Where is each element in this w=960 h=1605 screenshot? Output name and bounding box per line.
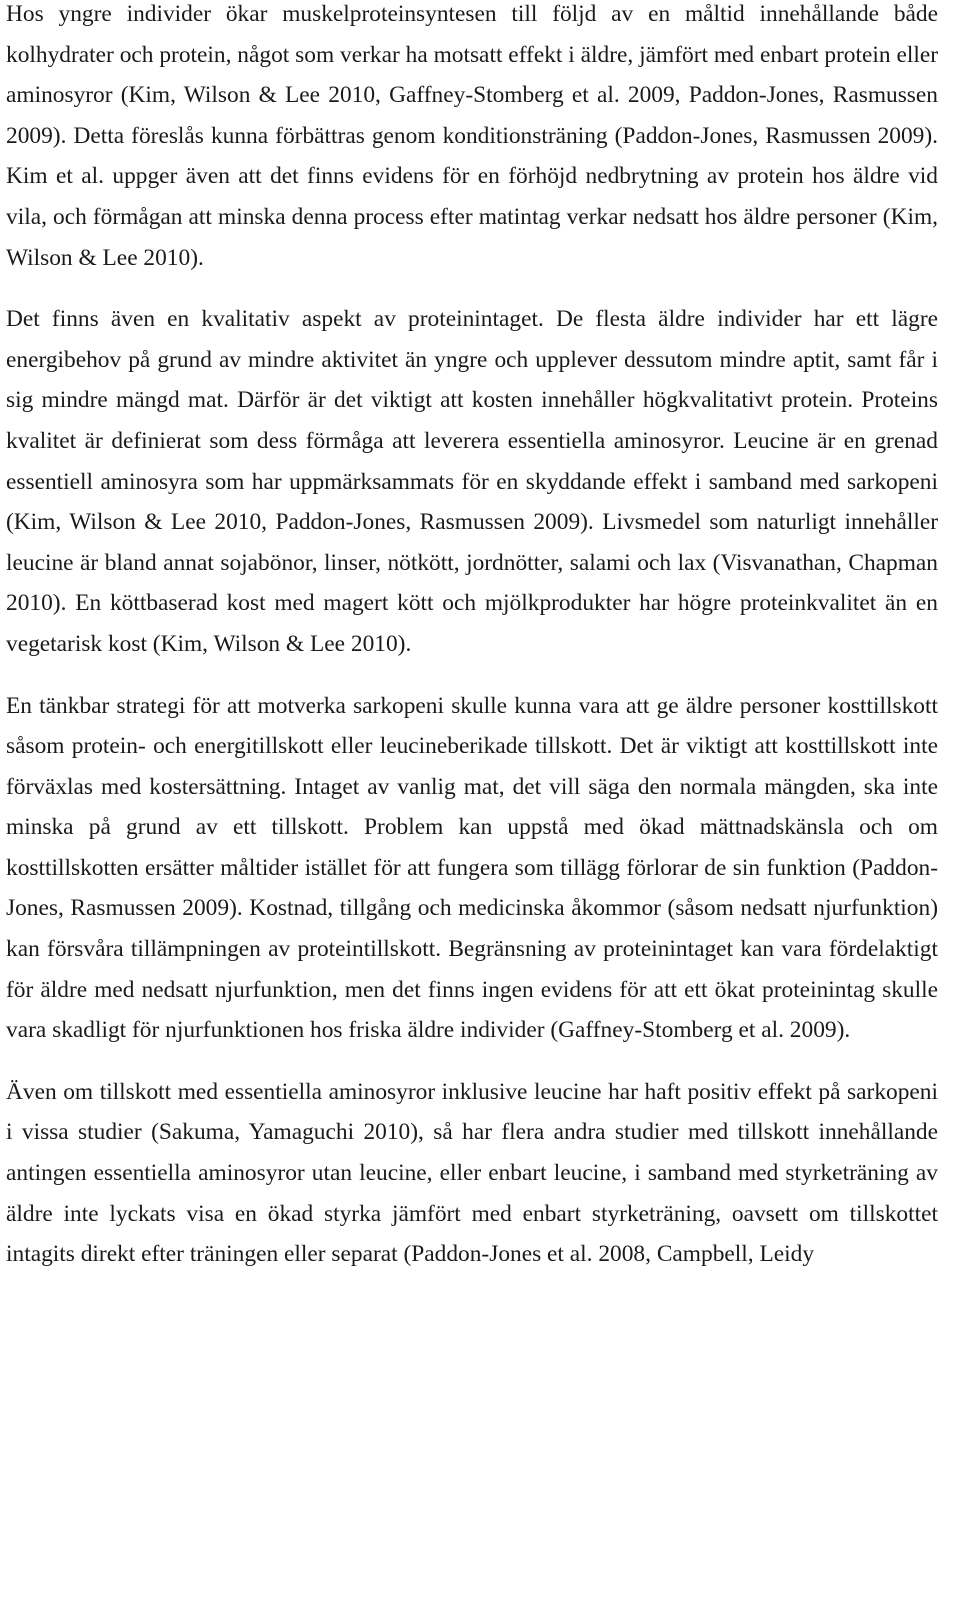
body-paragraph-1: Hos yngre individer ökar muskelproteinsyntesen till följd av en måltid innehållande både kolhydrater och protein, något som verkar ha motsatt effekt i äldre, jämfört med enbart protein eller aminosyror (Kim, Wilson & Lee 2010, Gaffney-Stomberg et al. 2009, Paddon-Jones, Rasmussen 2009). Detta föreslås kunna förbättras genom konditionsträning (Paddon-Jones, Rasmussen 2009). Kim et al. uppger även att det finns evidens för en förhöjd nedbrytning av protein hos äldre vid vila, och förmågan att minska denna process efter matintag verkar nedsatt hos äldre personer (Kim, Wilson & Lee 2010). bbox=[6, 1, 938, 271]
body-paragraph-2: Det finns även en kvalitativ aspekt av proteinintaget. De flesta äldre individer har ett lägre energibehov på grund av mindre aktivitet än yngre och upplever dessutom mindre aptit, samt får i sig mindre mängd mat. Därför är det viktigt att kosten innehåller högkvalitativt protein. Proteins kvalitet är definierat som dess förmåga att leverera essentiella aminosyror. Leucine är en grenad essentiell aminosyra som har uppmärksammats för en skyddande effekt i samband med sarkopeni (Kim, Wilson & Lee 2010, Paddon-Jones, Rasmussen 2009). Livsmedel som naturligt innehåller leucine är bland annat sojabönor, linser, nötkött, jordnötter, salami och lax (Visvanathan, Chapman 2010). En köttbaserad kost med magert kött och mjölkprodukter har högre proteinkvalitet än en vegetarisk kost (Kim, Wilson & Lee 2010). bbox=[6, 306, 938, 657]
document-page bbox=[6, 0, 938, 1275]
body-paragraph-3: En tänkbar strategi för att motverka sarkopeni skulle kunna vara att ge äldre personer kosttillskott såsom protein- och energitillskott eller leucineberikade tillskott. Det är viktigt att kosttillskott inte förväxlas med kostersättning. Intaget av vanlig mat, det vill säga den normala mängden, ska inte minska på grund av ett tillskott. Problem kan uppstå med ökad mättnadskänsla och om kosttillskotten ersätter måltider istället för att fungera som tillägg förlorar de sin funktion (Paddon-Jones, Rasmussen 2009). Kostnad, tillgång och medicinska åkommor (såsom nedsatt njurfunktion) kan försvåra tillämpningen av proteintillskott. Begränsning av proteinintaget kan vara fördelaktigt för äldre med nedsatt njurfunktion, men det finns ingen evidens för att ett ökat proteinintag skulle vara skadligt för njurfunktionen hos friska äldre individer (Gaffney-Stomberg et al. 2009). bbox=[6, 692, 938, 1044]
body-paragraph-4: Även om tillskott med essentiella aminosyror inklusive leucine har haft positiv effekt på sarkopeni i vissa studier (Sakuma, Yamaguchi 2010), så har flera andra studier med tillskott innehållande antingen essentiella aminosyror utan leucine, eller enbart leucine, i samband med styrketräning av äldre inte lyckats visa en ökad styrka jämfört med enbart styrketräning, oavsett om tillskottet intagits direkt efter träningen eller separat (Paddon-Jones et al. 2008, Campbell, Leidy bbox=[6, 1078, 938, 1268]
